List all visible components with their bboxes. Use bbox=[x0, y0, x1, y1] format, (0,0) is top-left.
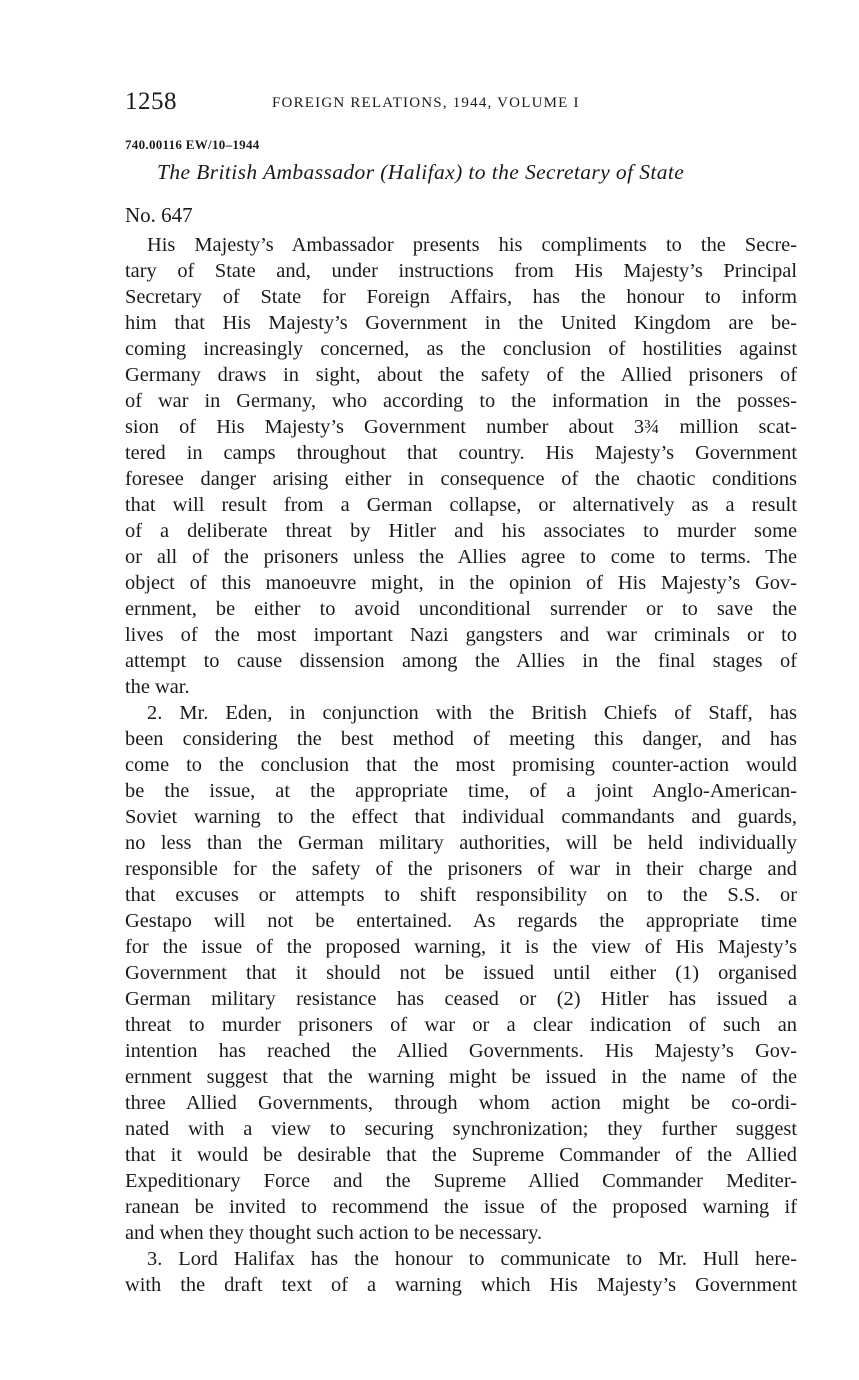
body-line: object of this manoeuvre might, in the opinion of His Majesty’s Gov- bbox=[125, 572, 797, 594]
body-line: German military resistance has ceased or (2) Hitler has issued a bbox=[125, 988, 797, 1010]
body-line: tary of State and, under instructions from His Majesty’s Principal bbox=[125, 260, 797, 282]
body-line: that it would be desirable that the Supreme Commander of the Allied bbox=[125, 1144, 797, 1166]
body-line: Secretary of State for Foreign Affairs, has the honour to inform bbox=[125, 286, 797, 308]
body-line: no less than the German military authorities, will be held individually bbox=[125, 832, 797, 854]
body-line: threat to murder prisoners of war or a clear indication of such an bbox=[125, 1014, 797, 1036]
body-line: Expeditionary Force and the Supreme Allied Commander Mediter- bbox=[125, 1170, 797, 1192]
body-line: of war in Germany, who according to the information in the posses- bbox=[125, 390, 797, 412]
body-line: that will result from a German collapse, or alternatively as a result bbox=[125, 494, 797, 516]
body-line: him that His Majesty’s Government in the United Kingdom are be- bbox=[125, 312, 797, 334]
body-line: intention has reached the Allied Governments. His Majesty’s Gov- bbox=[125, 1040, 797, 1062]
body-line: three Allied Governments, through whom action might be co-ordi- bbox=[125, 1092, 797, 1114]
body-line: or all of the prisoners unless the Allies agree to come to terms. The bbox=[125, 546, 797, 568]
body-line: Gestapo will not be entertained. As regards the appropriate time bbox=[125, 910, 797, 932]
body-line: and when they thought such action to be necessary. bbox=[125, 1222, 543, 1244]
body-line: 3. Lord Halifax has the honour to communicate to Mr. Hull here- bbox=[147, 1248, 797, 1270]
body-line: Soviet warning to the effect that individual commandants and guards, bbox=[125, 806, 797, 828]
body-line: Germany draws in sight, about the safety of the Allied prisoners of bbox=[125, 364, 797, 386]
body-line: be the issue, at the appropriate time, of a joint Anglo-American- bbox=[125, 780, 797, 802]
body-line: ranean be invited to recommend the issue of the proposed warning if bbox=[125, 1196, 797, 1218]
body-line: ernment, be either to avoid unconditional surrender or to save the bbox=[125, 598, 797, 620]
body-line: of a deliberate threat by Hitler and his associates to murder some bbox=[125, 520, 797, 542]
running-header bbox=[125, 88, 805, 118]
body-line: 2. Mr. Eden, in conjunction with the British Chiefs of Staff, has bbox=[147, 702, 797, 724]
body-text bbox=[125, 232, 797, 1298]
body-line: with the draft text of a warning which His Majesty’s Government bbox=[125, 1274, 797, 1296]
body-line: foresee danger arising either in consequence of the chaotic conditions bbox=[125, 468, 797, 490]
body-line: nated with a view to securing synchronization; they further suggest bbox=[125, 1118, 797, 1140]
body-line: coming increasingly concerned, as the conclusion of hostilities against bbox=[125, 338, 797, 360]
body-line: for the issue of the proposed warning, it is the view of His Majesty’s bbox=[125, 936, 797, 958]
page-number: 1258 bbox=[125, 88, 177, 115]
body-line: been considering the best method of meeting this danger, and has bbox=[125, 728, 797, 750]
document-heading: The British Ambassador (Halifax) to the Secretary of State bbox=[157, 160, 685, 184]
body-line: the war. bbox=[125, 676, 190, 698]
body-line: come to the conclusion that the most promising counter-action would bbox=[125, 754, 797, 776]
body-line: lives of the most important Nazi gangsters and war criminals or to bbox=[125, 624, 797, 646]
body-line: His Majesty’s Ambassador presents his compliments to the Secre- bbox=[147, 234, 797, 256]
body-line: that excuses or attempts to shift responsibility on to the S.S. or bbox=[125, 884, 797, 906]
body-line: attempt to cause dissension among the Allies in the final stages of bbox=[125, 650, 797, 672]
body-line: Government that it should not be issued until either (1) organised bbox=[125, 962, 797, 984]
body-line: tered in camps throughout that country. His Majesty’s Government bbox=[125, 442, 797, 464]
file-reference: 740.00116 EW/10–1944 bbox=[125, 137, 260, 152]
body-line: ernment suggest that the warning might be issued in the name of the bbox=[125, 1066, 797, 1088]
body-line: sion of His Majesty’s Government number about 3¾ million scat- bbox=[125, 416, 797, 438]
running-title: FOREIGN RELATIONS, 1944, VOLUME I bbox=[272, 95, 580, 111]
document-number: No. 647 bbox=[125, 203, 193, 227]
body-line: responsible for the safety of the prisoners of war in their charge and bbox=[125, 858, 797, 880]
